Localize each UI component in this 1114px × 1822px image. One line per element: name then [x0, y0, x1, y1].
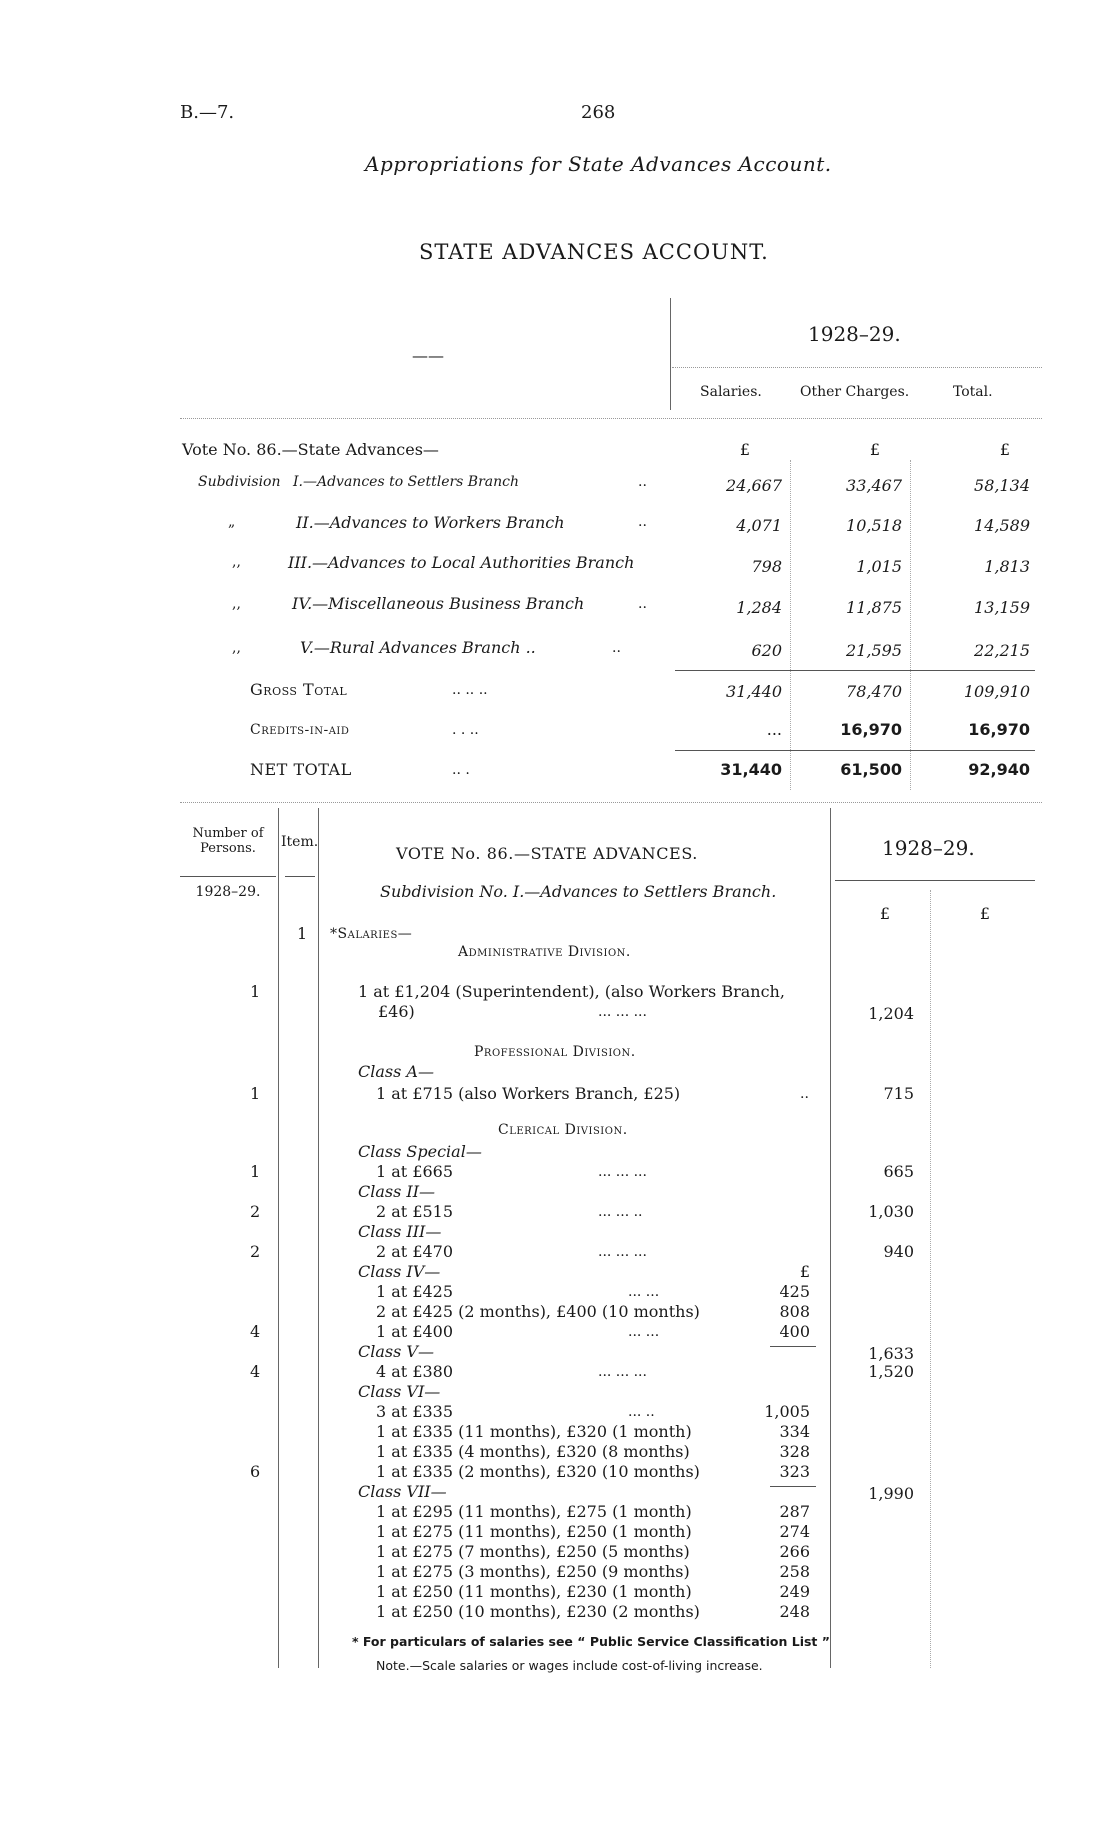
special-amount: 665: [883, 1162, 914, 1181]
vii-amount: 287: [779, 1502, 810, 1521]
page-number: 268: [581, 102, 616, 123]
credits-salaries: ...: [766, 720, 782, 739]
net-dots: .. .: [452, 762, 470, 778]
net-salaries: 31,440: [720, 760, 782, 779]
ii-dots: ... ... ..: [598, 1204, 643, 1220]
iv-amount: 400: [779, 1322, 810, 1341]
page-reference: B.—7.: [180, 102, 235, 123]
net-other: 61,500: [840, 760, 902, 779]
vi-total: 1,990: [868, 1484, 914, 1503]
summary-row-prefix: ,,: [232, 596, 241, 612]
persons-divider: [278, 808, 279, 1668]
iv-currency: £: [799, 1262, 810, 1281]
summary-row-prefix: ,,: [232, 640, 241, 656]
summary-row-prefix: „: [228, 514, 236, 530]
vii-line: 1 at £275 (3 months), £250 (9 months): [376, 1562, 690, 1581]
summary-row-label: V.—Rural Advances Branch ..: [300, 638, 536, 657]
gross-dots: .. .. ..: [452, 682, 488, 698]
persons-count: 4: [250, 1362, 261, 1381]
class-iii: Class III—: [358, 1222, 442, 1241]
persons-count: 1: [250, 1084, 261, 1103]
clerical-division: Clerical Division.: [498, 1122, 628, 1138]
class-v: Class V—: [358, 1342, 434, 1361]
iv-amount: 808: [779, 1302, 810, 1321]
iv-dots: ... ...: [628, 1324, 660, 1340]
gross-other: 78,470: [846, 682, 902, 701]
item-rule: [285, 876, 315, 877]
summary-row-other: 33,467: [846, 476, 902, 495]
vii-amount: 266: [779, 1542, 810, 1561]
admin-line-2: £46): [378, 1002, 415, 1021]
footnote-note: Note.—Scale salaries or wages include cost-of-living increase.: [376, 1658, 763, 1673]
credits-other: 16,970: [840, 720, 902, 739]
iii-line: 2 at £470: [376, 1242, 454, 1261]
summary-row-label: IV.—Miscellaneous Business Branch: [292, 594, 585, 613]
credits-label: Credits-in-aid: [250, 722, 350, 738]
admin-dots: ... ... ...: [598, 1004, 647, 1020]
summary-row-total: 13,159: [974, 598, 1030, 617]
vi-line: 1 at £335 (4 months), £320 (8 months): [376, 1442, 690, 1461]
summary-row-total: 14,589: [974, 516, 1030, 535]
persons-count: 1: [250, 1162, 261, 1181]
year-col-rule: [835, 880, 1035, 881]
col-number-of-persons: Number of Persons.: [192, 826, 264, 856]
summary-row-dots: ..: [638, 514, 647, 530]
net-total-label: NET TOTAL: [250, 760, 352, 779]
summary-row-total: 58,134: [974, 476, 1030, 495]
summary-row-other: 1,015: [856, 557, 902, 576]
class-ii: Class II—: [358, 1182, 436, 1201]
vote-title: VOTE No. 86.—STATE ADVANCES.: [396, 844, 698, 863]
salaries-heading: *Salaries—: [330, 926, 413, 942]
col-item: Item.: [281, 834, 319, 850]
gross-rule: [675, 670, 1035, 671]
v-amount: 1,520: [868, 1362, 914, 1381]
vii-line: 1 at £250 (11 months), £230 (1 month): [376, 1582, 692, 1601]
iv-dots: ... ...: [628, 1284, 660, 1300]
summary-row-other: 11,875: [846, 598, 902, 617]
iv-subtotal-rule: [770, 1346, 816, 1347]
vi-amount: 1,005: [764, 1402, 810, 1421]
summary-row-label: III.—Advances to Local Authorities Branch: [288, 553, 635, 572]
professional-division: Professional Division.: [474, 1044, 636, 1060]
detail-currency-2: £: [979, 904, 990, 923]
persons-count: 2: [250, 1202, 261, 1221]
v-line: 4 at £380: [376, 1362, 454, 1381]
summary-row-salaries: 798: [751, 557, 782, 576]
iv-line: 1 at £425: [376, 1282, 454, 1301]
summary-row-dots: ..: [638, 474, 647, 490]
prof-line: 1 at £715 (also Workers Branch, £25): [376, 1084, 681, 1103]
currency-salaries: £: [739, 440, 750, 459]
summary-row-label: I.—Advances to Settlers Branch: [293, 474, 520, 490]
col-other-charges: Other Charges.: [800, 384, 910, 400]
summary-row-label: II.—Advances to Workers Branch: [296, 513, 565, 532]
credits-total: 16,970: [968, 720, 1030, 739]
v-dots: ... ... ...: [598, 1364, 647, 1380]
iv-total: 1,633: [868, 1344, 914, 1363]
summary-dash: ——: [412, 346, 444, 365]
vii-amount: 248: [779, 1602, 810, 1621]
gross-total-label: Gross Total: [250, 680, 348, 699]
vii-amount: 258: [779, 1562, 810, 1581]
item-divider: [318, 808, 319, 1668]
currency-other: £: [869, 440, 880, 459]
persons-count: 2: [250, 1242, 261, 1261]
year-rule: [672, 367, 1042, 368]
special-line: 1 at £665: [376, 1162, 454, 1181]
item-number: 1: [297, 924, 308, 943]
vi-subtotal-rule: [770, 1486, 816, 1487]
currency-total: £: [999, 440, 1010, 459]
vii-amount: 249: [779, 1582, 810, 1601]
footnote-asterisk: * For particulars of salaries see “ Public Service Classification List ”: [352, 1634, 830, 1649]
class-vi: Class VI—: [358, 1382, 441, 1401]
detail-year: 1928–29.: [882, 836, 975, 860]
persons-count: 1: [250, 982, 261, 1001]
summary-heading: STATE ADVANCES ACCOUNT.: [419, 240, 769, 264]
vii-amount: 274: [779, 1522, 810, 1541]
summary-row-dots: ..: [612, 640, 621, 656]
vi-amount: 323: [779, 1462, 810, 1481]
vi-line: 1 at £335 (2 months), £320 (10 months): [376, 1462, 700, 1481]
summary-row-other: 21,595: [846, 641, 902, 660]
special-dots: ... ... ...: [598, 1164, 647, 1180]
persons-year: 1928–29.: [195, 884, 261, 900]
vii-line: 1 at £275 (7 months), £250 (5 months): [376, 1542, 690, 1561]
col-divider-2: [910, 460, 911, 790]
summary-row-dots: ..: [638, 596, 647, 612]
section-rule: [180, 802, 1042, 803]
vi-amount: 334: [779, 1422, 810, 1441]
ii-amount: 1,030: [868, 1202, 914, 1221]
vi-amount: 328: [779, 1442, 810, 1461]
summary-year: 1928–29.: [808, 322, 901, 346]
gross-salaries: 31,440: [726, 682, 782, 701]
col-divider-1: [790, 460, 791, 790]
vi-line: 1 at £335 (11 months), £320 (1 month): [376, 1422, 692, 1441]
class-iv: Class IV—: [358, 1262, 441, 1281]
class-a: Class A—: [358, 1062, 434, 1081]
vote-label: Vote No. 86.—State Advances—: [182, 440, 439, 459]
prof-dots: ..: [800, 1086, 809, 1102]
summary-row-salaries: 4,071: [736, 516, 782, 535]
class-vii: Class VII—: [358, 1482, 447, 1501]
summary-row-prefix: Subdivision: [198, 474, 281, 490]
vi-line: 3 at £335: [376, 1402, 454, 1421]
detail-currency-1: £: [879, 904, 890, 923]
summary-row-total: 1,813: [984, 557, 1030, 576]
persons-rule: [180, 876, 276, 877]
amount-divider-1: [830, 808, 831, 1668]
summary-row-prefix: ,,: [232, 554, 241, 570]
ii-line: 2 at £515: [376, 1202, 454, 1221]
summary-row-total: 22,215: [974, 641, 1030, 660]
prof-amount: 715: [883, 1084, 914, 1103]
summary-row-salaries: 1,284: [736, 598, 782, 617]
persons-count: 6: [250, 1462, 261, 1481]
admin-line-1: 1 at £1,204 (Superintendent), (also Workers Branch,: [358, 982, 785, 1001]
subdivision-title: Subdivision No. I.—Advances to Settlers Branch.: [380, 882, 777, 901]
col-total: Total.: [953, 384, 993, 400]
iv-amount: 425: [779, 1282, 810, 1301]
header-rule: [180, 418, 1042, 419]
net-rule: [675, 750, 1035, 751]
col-salaries: Salaries.: [700, 384, 762, 400]
credits-dots: . . ..: [452, 722, 479, 738]
vii-line: 1 at £275 (11 months), £250 (1 month): [376, 1522, 692, 1541]
amount-divider-2: [930, 890, 931, 1668]
iii-amount: 940: [883, 1242, 914, 1261]
vii-line: 1 at £295 (11 months), £275 (1 month): [376, 1502, 692, 1521]
vii-line: 1 at £250 (10 months), £230 (2 months): [376, 1602, 700, 1621]
administrative-division: Administrative Division.: [458, 944, 631, 960]
net-total: 92,940: [968, 760, 1030, 779]
summary-row-other: 10,518: [846, 516, 902, 535]
vi-dots: ... ..: [628, 1404, 655, 1420]
iii-dots: ... ... ...: [598, 1244, 647, 1260]
persons-count: 4: [250, 1322, 261, 1341]
running-title: Appropriations for State Advances Account.: [365, 152, 832, 176]
iv-line: 1 at £400: [376, 1322, 454, 1341]
admin-amount: 1,204: [868, 1004, 914, 1023]
iv-line: 2 at £425 (2 months), £400 (10 months): [376, 1302, 700, 1321]
summary-header-divider: [670, 298, 671, 410]
summary-row-salaries: 620: [751, 641, 782, 660]
summary-row-salaries: 24,667: [726, 476, 782, 495]
class-special: Class Special—: [358, 1142, 482, 1161]
gross-total: 109,910: [963, 682, 1030, 701]
